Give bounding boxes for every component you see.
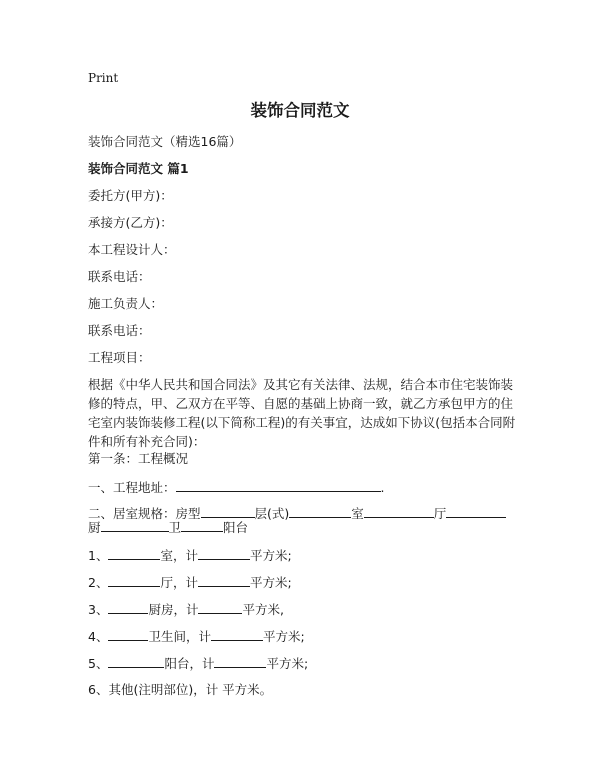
blank bbox=[201, 505, 255, 518]
blank bbox=[101, 519, 169, 532]
document-subtitle: 装饰合同范文（精选16篇） bbox=[88, 134, 242, 149]
room-label: 室 bbox=[351, 506, 364, 521]
item-room: 阳台，计 bbox=[164, 656, 215, 671]
blank bbox=[289, 505, 351, 518]
item-room: 厅，计 bbox=[160, 575, 198, 590]
room-item-2 bbox=[88, 574, 292, 591]
item-unit: 平方米; bbox=[249, 575, 292, 590]
blank bbox=[446, 505, 506, 518]
field-site-manager: 施工负责人： bbox=[88, 296, 164, 311]
blank bbox=[198, 574, 250, 587]
field-designer: 本工程设计人： bbox=[88, 242, 176, 257]
intro-paragraph: 根据《中华人民共和国合同法》及其它有关法律、法规，结合本市住宅装饰装修的特点，甲、乙双方在平等、自愿的基础上协商一致，就乙方承包甲方的住宅室内装饰装修工程(以下简称工程)的有关事宜，达成如下协议(包括本合同附件和所有补充合同)： bbox=[88, 377, 516, 449]
room-item-4 bbox=[88, 628, 305, 645]
blank bbox=[108, 655, 164, 668]
blank bbox=[108, 601, 148, 614]
item-unit: 平方米; bbox=[266, 656, 309, 671]
room-spec-label: 二、居室规格：房型 bbox=[88, 506, 201, 521]
item-unit: 平方米, bbox=[242, 602, 284, 617]
blank bbox=[108, 574, 160, 587]
blank bbox=[364, 505, 434, 518]
item-room: 卫生间，计 bbox=[148, 629, 211, 644]
document-title: 装饰合同范文 bbox=[250, 101, 350, 120]
field-project: 工程项目： bbox=[88, 350, 151, 365]
room-spec-line-2 bbox=[88, 519, 248, 536]
floor-label: 层(式) bbox=[254, 506, 290, 521]
blank bbox=[181, 519, 223, 532]
room-item-5 bbox=[88, 655, 308, 672]
item-room: 厨房，计 bbox=[148, 602, 199, 617]
blank bbox=[198, 601, 242, 614]
item-unit: 平方米; bbox=[249, 548, 292, 563]
item-number: 1、 bbox=[88, 548, 109, 563]
blank bbox=[211, 628, 263, 641]
item-unit: 平方米; bbox=[262, 629, 305, 644]
balcony-label: 阳台 bbox=[223, 520, 249, 535]
section-heading: 装饰合同范文 篇1 bbox=[88, 161, 189, 176]
room-item-3 bbox=[88, 601, 284, 618]
blank bbox=[108, 547, 160, 560]
field-phone-2: 联系电话： bbox=[88, 323, 151, 338]
item-number: 3、 bbox=[88, 602, 109, 617]
item-room: 室，计 bbox=[160, 548, 198, 563]
blank bbox=[198, 547, 250, 560]
blank bbox=[108, 628, 148, 641]
kitchen-label: 厨 bbox=[88, 520, 101, 535]
print-label: Print bbox=[88, 71, 119, 85]
address-line bbox=[88, 479, 385, 496]
field-contractor: 承接方(乙方)： bbox=[88, 215, 173, 230]
item-number: 2、 bbox=[88, 575, 109, 590]
clause-heading: 第一条：工程概况 bbox=[88, 451, 189, 466]
room-item-6: 6、其他(注明部位)，计 平方米。 bbox=[88, 682, 273, 697]
address-label: 一、工程地址： bbox=[88, 480, 176, 495]
item-number: 4、 bbox=[88, 629, 109, 644]
room-item-1 bbox=[88, 547, 292, 564]
blank bbox=[214, 655, 266, 668]
address-blank bbox=[176, 479, 381, 492]
field-phone: 联系电话： bbox=[88, 269, 151, 284]
field-client: 委托方(甲方)： bbox=[88, 188, 173, 203]
item-number: 5、 bbox=[88, 656, 109, 671]
address-end: . bbox=[380, 480, 385, 495]
bath-label: 卫 bbox=[168, 520, 182, 535]
hall-label: 厅 bbox=[433, 506, 447, 521]
